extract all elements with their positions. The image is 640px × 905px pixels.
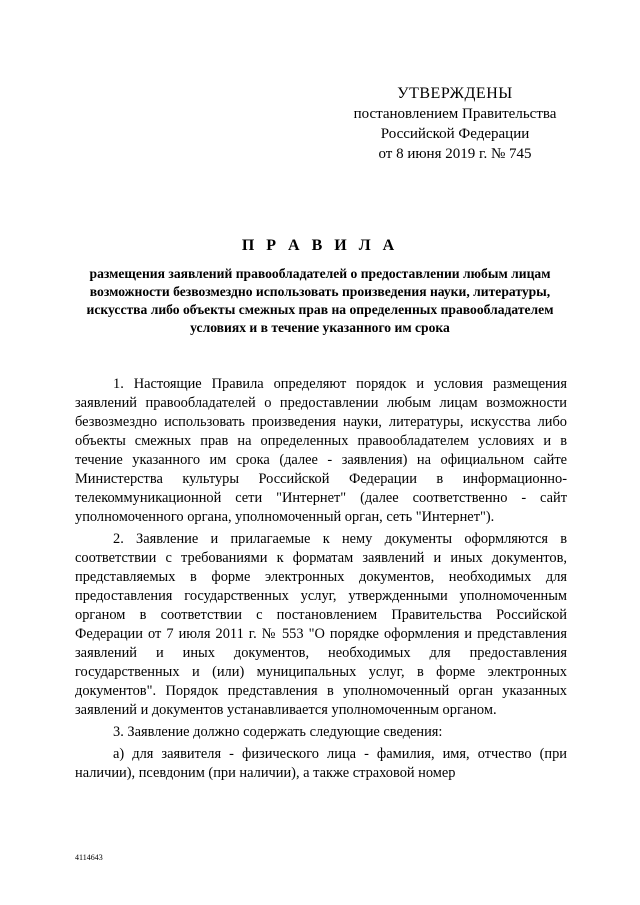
paragraph-3a: а) для заявителя - физического лица - фамилия, имя, отчество (при наличии), псевдоним (при наличии), а также страховой номер bbox=[75, 746, 567, 781]
document-title: П Р А В И Л А bbox=[241, 237, 399, 254]
approval-line-3: от 8 июня 2019 г. № 745 bbox=[378, 146, 532, 162]
document-subtitle: размещения заявлений правообладателей о предоставлении любым лицам возможности безвозмездно использовать произведения науки, литературы, искусства либо объекты смежных прав на определенных правообладателем условиях и в течение указанного им срока bbox=[86, 266, 554, 335]
approval-line-2: Российской Федерации bbox=[380, 126, 530, 142]
approval-block bbox=[320, 84, 590, 164]
approval-heading: УТВЕРЖДЕНЫ bbox=[397, 85, 513, 102]
paragraph-3: 3. Заявление должно содержать следующие сведения: bbox=[113, 724, 443, 740]
document-body bbox=[75, 375, 567, 786]
paragraph-1: 1. Настоящие Правила определяют порядок и условия размещения заявлений правообладателей о предоставлении любым лицам возможности безвозмездно использовать произведения науки, литературы, искусства либо объекты смежных прав на определенных правообладателем условиях и в течение указанного им срока (далее - заявления) на официальном сайте Министерства культуры Российской Федерации в информационно-телекоммуникационной сети "Интернет" (далее соответственно - сайт уполномоченного органа, уполномоченный орган, сеть "Интернет"). bbox=[75, 376, 567, 525]
paragraph-2: 2. Заявление и прилагаемые к нему документы оформляются в соответствии с требованиями к форматам заявлений и иных документов, представляемых в форме электронных документов, необходимых для предоставления государственных услуг, утвержденными уполномоченным органом в соответствии с постановлением Правительства Российской Федерации от 7 июля 2011 г. № 553 "О порядке оформления и представления заявлений и иных документов, необходимых для предоставления государственных и (или) муниципальных услуг, в форме электронных документов". Порядок представления в уполномоченный орган указанных заявлений и документов устанавливается уполномоченным органом. bbox=[75, 531, 567, 718]
approval-line-1: постановлением Правительства bbox=[353, 106, 557, 122]
document-number: 4114643 bbox=[75, 853, 103, 862]
